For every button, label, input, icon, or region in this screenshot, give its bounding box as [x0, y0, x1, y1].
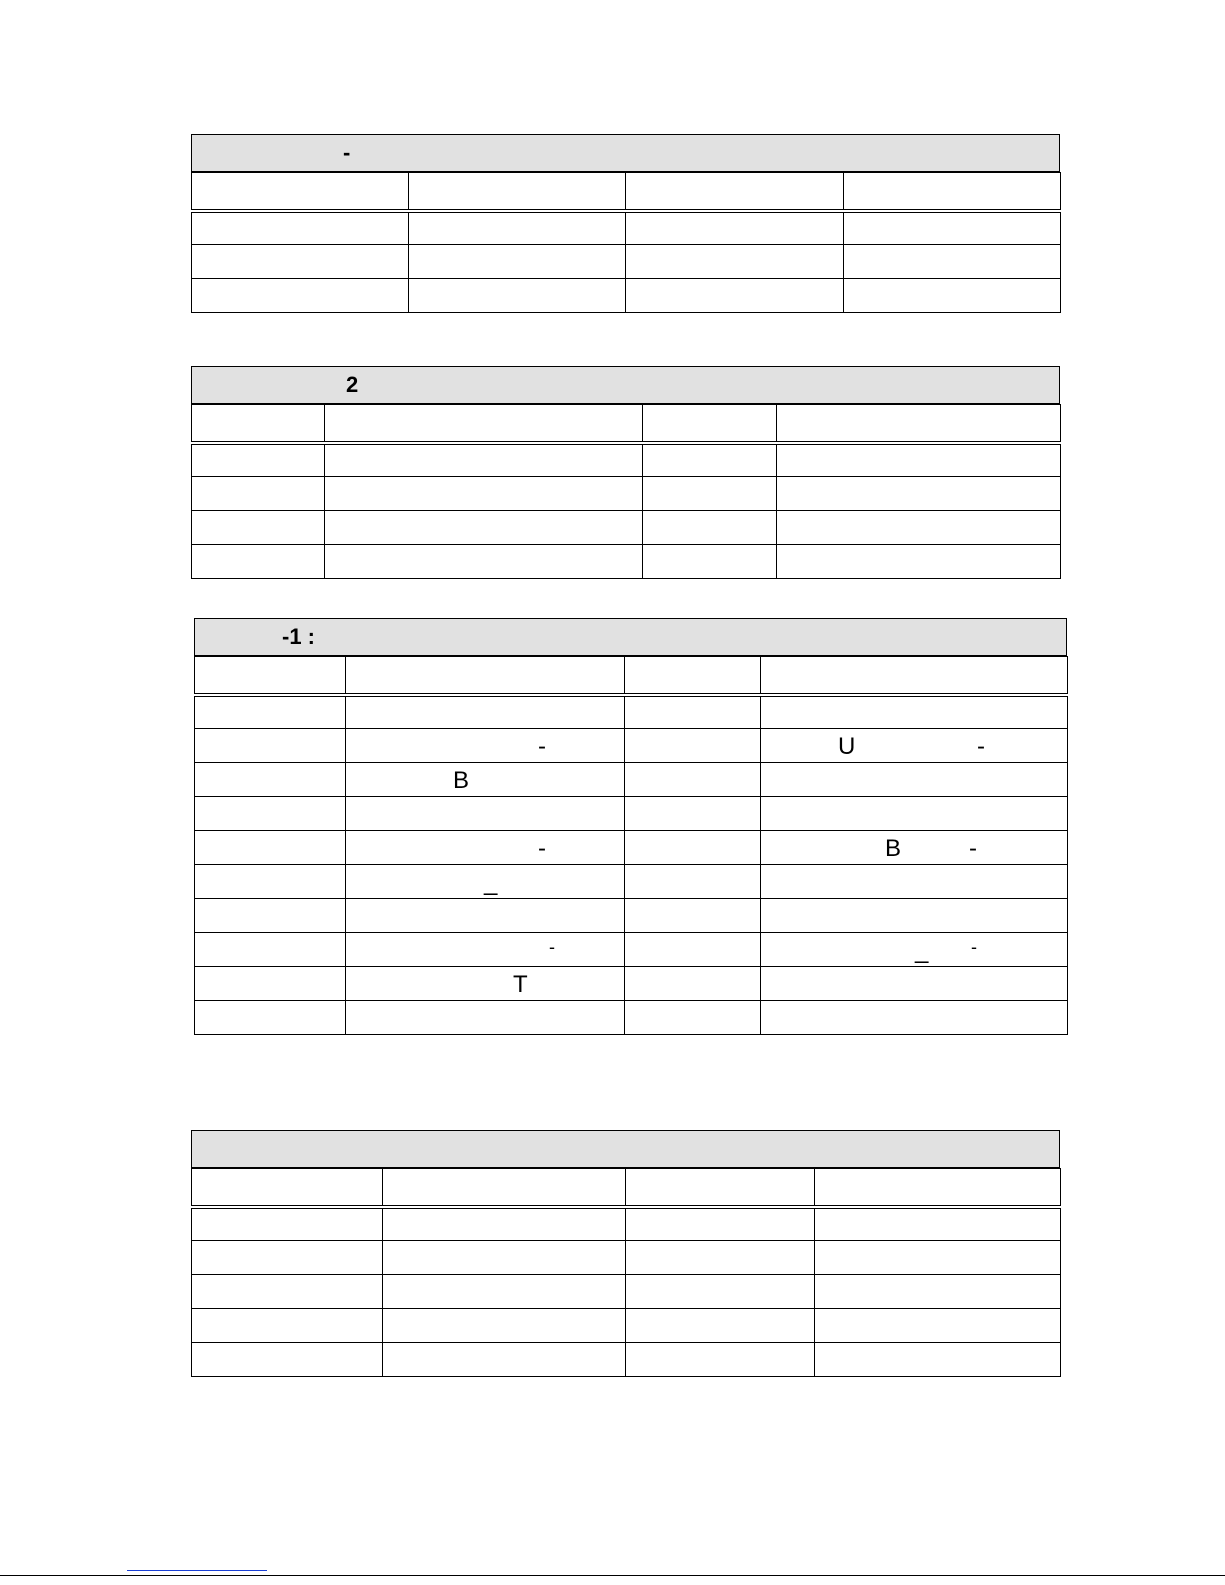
cell-text: - — [971, 937, 977, 957]
table-row — [192, 545, 1061, 579]
table-row — [195, 967, 1068, 1001]
table-row — [195, 1001, 1068, 1035]
cell-text: T — [513, 971, 528, 998]
cell-text: - — [538, 733, 546, 760]
table-row — [192, 1207, 1061, 1241]
table-2-title — [191, 366, 1060, 404]
table-row — [195, 729, 1068, 763]
table-3 — [194, 618, 1067, 1035]
page-divider — [0, 1575, 1225, 1576]
table-2 — [191, 366, 1060, 579]
table-row — [195, 695, 1068, 729]
table-header-row — [195, 657, 1068, 695]
table-1-title-text: - — [343, 140, 351, 165]
table-row — [192, 211, 1061, 245]
cell-text: _ — [915, 937, 929, 964]
table-2-grid — [191, 404, 1061, 579]
table-3-grid — [194, 656, 1068, 1035]
table-3-title-text: -1 : — [282, 624, 315, 649]
table-row — [195, 763, 1068, 797]
footnote-link[interactable] — [127, 1570, 267, 1571]
table-4 — [191, 1130, 1060, 1377]
cell-text: _ — [484, 869, 498, 896]
table-row — [192, 1275, 1061, 1309]
table-row — [192, 477, 1061, 511]
table-row — [195, 831, 1068, 865]
table-row — [192, 1343, 1061, 1377]
table-1-grid — [191, 172, 1061, 313]
cell-text: B — [453, 767, 470, 794]
table-row — [195, 865, 1068, 899]
table-row — [192, 511, 1061, 545]
table-row — [195, 899, 1068, 933]
table-1 — [191, 134, 1060, 313]
table-row — [195, 933, 1068, 967]
cell-text: - — [969, 835, 977, 862]
table-header-row — [192, 1169, 1061, 1207]
table-row — [192, 279, 1061, 313]
table-row — [192, 245, 1061, 279]
cell-text: B — [885, 835, 902, 862]
table-row — [192, 443, 1061, 477]
table-3-title — [194, 618, 1067, 656]
table-1-title — [191, 134, 1060, 172]
table-header-row — [192, 173, 1061, 211]
cell-text: - — [549, 937, 555, 957]
table-2-title-text: 2 — [346, 372, 359, 397]
table-row — [192, 1241, 1061, 1275]
cell-text: - — [538, 835, 546, 862]
cell-text: - — [977, 733, 985, 760]
table-4-title — [191, 1130, 1060, 1168]
table-row — [195, 797, 1068, 831]
table-header-row — [192, 405, 1061, 443]
table-row — [192, 1309, 1061, 1343]
cell-text: U — [838, 733, 856, 760]
table-4-grid — [191, 1168, 1061, 1377]
